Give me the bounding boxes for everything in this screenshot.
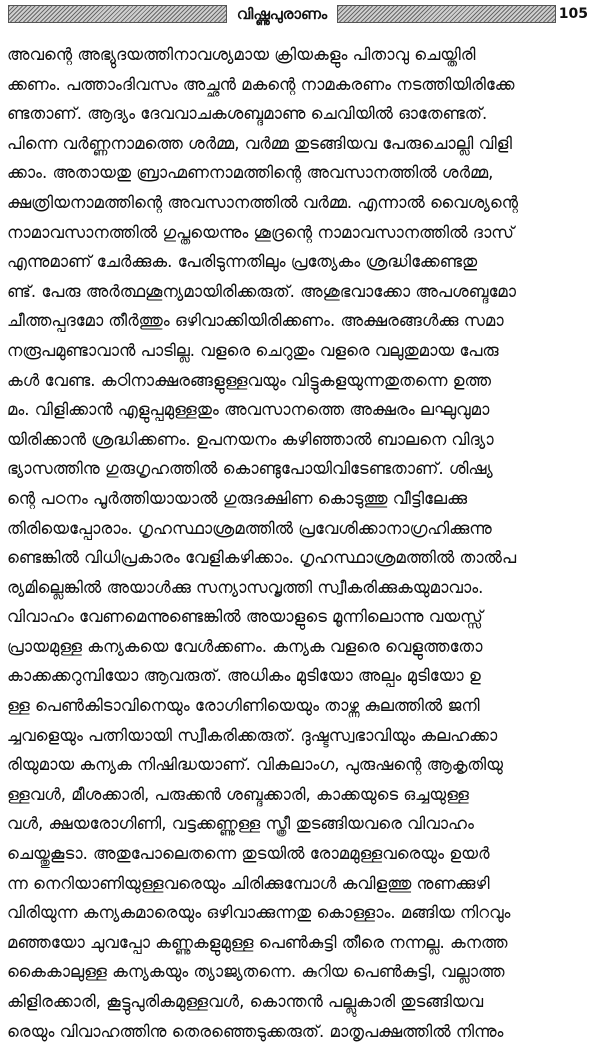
page-number: 105 (558, 6, 588, 22)
text-line: ക്കാം. അതായതു ബ്രാഹ്മണനാമത്തിന്റെ അവസാനത്തിൽ ശർമ്മ, (7, 163, 494, 183)
text-line: ചീത്തപ്പദമോ തീർത്തും ഒഴിവാക്കിയിരിക്കണം. അക്ഷരങ്ങൾക്കു സമാ (7, 311, 504, 331)
text-line: അവന്റെ അഭ്യുദയത്തിനാവശ്യമായ ക്രിയകളും പിതാവു ചെയ്തിരി (7, 45, 476, 64)
text-line: എന്നുമാണ് ചേർക്കുക. പേരിടുന്നതിലും പ്രത്യേകം ശ്രദ്ധിക്കേണ്ടതു (7, 252, 478, 272)
text-line: കൾ വേണ്ട. കഠിനാക്ഷരങ്ങളുള്ളവയും വിട്ടുകളയുന്നതുതന്നെ ഉത്ത (7, 370, 492, 390)
text-line: കാക്കക്കറുമ്പിയോ ആവരുത്. അധികം മുടിയോ അല്പം മുടിയോ ഉ (7, 666, 481, 686)
text-line: കിളിരക്കാരി, കൂട്ടുപുരികമുള്ളവൾ, കൊന്തൻ പല്ലുകാരി തുടങ്ങിയവ (7, 992, 484, 1011)
text-line: വിവാഹം വേണമെന്നുണ്ടെങ്കിൽ അയാളുടെ മൂന്നിലൊന്നു വയസ്സ് (7, 607, 483, 627)
text-line: ക്ഷത്രിയനാമത്തിന്റെ അവസാനത്തിൽ വർമ്മ. എന്നാൽ വൈശ്യന്റെ (7, 192, 519, 212)
header-ornament-left (8, 5, 227, 23)
text-line: ചെയ്തുകൂടാ. അതുപോലെതന്നെ തുടയിൽ രോമമുള്ളവരെയും ഉയർ (7, 844, 490, 864)
text-line: ണ്ടെങ്കിൽ വിധിപ്രകാരം വേളികഴിക്കാം. ഗൃഹസ്ഥാശ്രമത്തിൽ താൽപ (7, 548, 517, 568)
text-line: ഭ്യാസത്തിനു ഗുരുഗൃഹത്തിൽ കൊണ്ടുപോയിവിടേണ്ടതാണ്. ശിഷ്യ (7, 459, 493, 479)
text-line: പ്രായമുള്ള കന്യകയെ വേൾക്കണം. കന്യക വളരെ വെളുത്തതോ (7, 636, 483, 656)
text-line: ന്റെ പഠനം പൂർത്തിയായാൽ ഗുരുദക്ഷിണ കൊടുത്തു വീട്ടിലേക്കു (7, 488, 468, 508)
text-line: മം. വിളിക്കാൻ എളുപ്പമുള്ളതും അവസാനത്തെ അക്ഷരം ലഘുവുമാ (7, 400, 490, 420)
text-line: തിരിയെപ്പോരാം. ഗൃഹസ്ഥാശ്രമത്തിൽ പ്രവേശിക്കാനാഗ്രഹിക്കുന്നു (7, 518, 492, 538)
header-ornament-right (337, 5, 556, 23)
text-line: മഞ്ഞയോ ചുവപ്പോ കണ്ണുകളുമുള്ള പെൺകുട്ടി തീരെ നന്നല്ല. കനത്ത (7, 932, 508, 952)
text-line: രെയും വിവാഹത്തിനു തെരഞ്ഞെടുക്കരുത്. മാതൃപക്ഷത്തിൽ നിന്നും (7, 1021, 504, 1041)
text-line: ക്കണം. പത്താംദിവസം അച്ഛൻ മകന്റെ നാമകരണം നടത്തിയിരിക്കേ (7, 74, 515, 94)
text-line: വിരിയുന്ന കന്യകമാരെയും ഒഴിവാക്കുന്നതു കൊള്ളാം. മങ്ങിയ നിറവും (7, 903, 511, 923)
text-line: ള്ള പെൺകിടാവിനെയും രോഗിണിയെയും താഴ്ന്ന കുലത്തിൽ ജനി (7, 696, 480, 716)
header-title: വിഷ്ണുപുരാണം (236, 5, 328, 23)
text-line: നാമാവസാനത്തിൽ ഗുപ്തയെന്നും ശൂദ്രന്റെ നാമാവസാനത്തിൽ ദാസ് (7, 222, 514, 242)
text-line: ണ്ടതാണ്. ആദ്യം ദേവവാചകശബ്ദമാണു ചെവിയിൽ ഓതേണ്ടത്. (7, 104, 488, 124)
text-line: ള്ളവൾ, മീശക്കാരി, പരുക്കൻ ശബ്ദക്കാരി, കാക്കയുടെ ഒച്ചയുള്ള (7, 784, 469, 804)
text-line: വൾ, ക്ഷയരോഗിണി, വട്ടക്കണ്ണുള്ള സ്ത്രീ തുടങ്ങിയവരെ വിവാഹം (7, 814, 474, 834)
text-line: രിയുമായ കന്യക നിഷിദ്ധയാണ്. വികലാംഗ, പുരുഷന്റെ ആകൃതിയു (7, 755, 503, 775)
body-text (7, 40, 595, 1046)
text-line: ര്യമില്ലെങ്കിൽ അയാൾക്കു സന്യാസവൃത്തി സ്വീകരിക്കുകയുമാവാം. (7, 577, 484, 597)
text-line: ന്ന നെറിയാണിയുള്ളവരെയും ചിരിക്കുമ്പോൾ കവിളത്തു നുണക്കുഴി (7, 873, 490, 893)
text-line: ണ്ട്. പേരു അർത്ഥശൂന്യമായിരിക്കരുത്. അശുഭവാക്കോ അപശബ്ദമോ (7, 281, 516, 301)
text-line: നരൂപമുണ്ടാവാൻ പാടില്ല. വളരെ ചെറുതും വളരെ വലുതുമായ പേരു (7, 340, 499, 360)
running-header (8, 3, 556, 25)
text-line: പിന്നെ വർണ്ണനാമത്തെ ശർമ്മ, വർമ്മ തുടങ്ങിയവ പേരുചൊല്ലി വിളി (7, 133, 513, 153)
text-line: ച്ചവളെയും പത്നിയായി സ്വീകരിക്കരുത്. ദുഷ്ടസ്വഭാവിയും കലഹക്കാ (7, 725, 498, 745)
text-line: യിരിക്കാൻ ശ്രദ്ധിക്കണം. ഉപനയനം കഴിഞ്ഞാൽ ബാലനെ വിദ്യാ (7, 429, 494, 449)
text-line: കൈകാലുള്ള കന്യകയും ത്യാജ്യതന്നെ. കുറിയ പെൺകുട്ടി, വല്ലാത്ത (7, 962, 505, 982)
